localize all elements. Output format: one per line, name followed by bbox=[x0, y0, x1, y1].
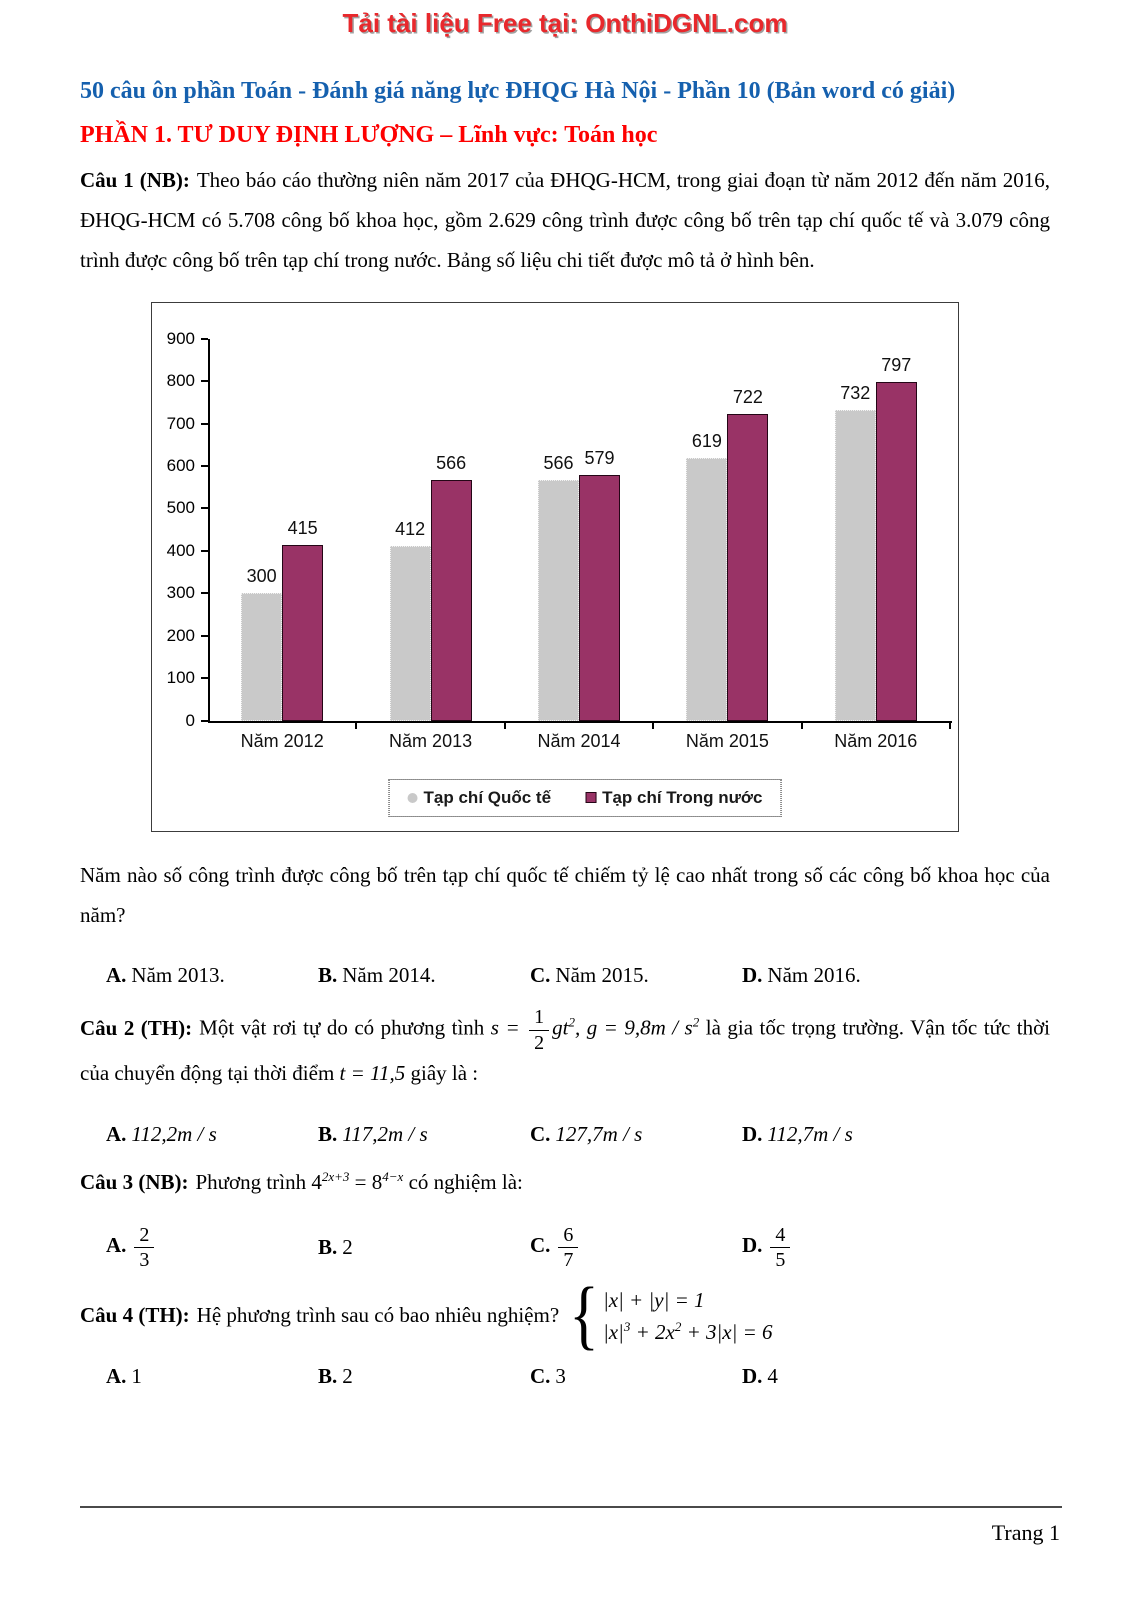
legend-item-international bbox=[408, 788, 552, 808]
question-3-tail: có nghiệm là: bbox=[408, 1169, 523, 1194]
section-heading: PHẦN 1. TƯ DUY ĐỊNH LƯỢNG – Lĩnh vực: Toán học bbox=[80, 121, 658, 148]
option-text: 127,7m / s bbox=[555, 1122, 643, 1146]
bar-value-label: 415 bbox=[287, 517, 318, 538]
bar-value-label: 619 bbox=[691, 430, 722, 451]
option-text: 4 bbox=[767, 1363, 778, 1388]
option-a bbox=[106, 1357, 318, 1397]
bar-domestic-Năm-2015 bbox=[727, 414, 768, 720]
option-letter: D. bbox=[742, 1363, 763, 1388]
legend-label-international: Tạp chí Quốc tế bbox=[423, 787, 552, 807]
formula-exponent: 2 bbox=[568, 1015, 575, 1031]
option-a bbox=[106, 1224, 318, 1272]
option-text: Năm 2016. bbox=[767, 963, 861, 988]
bar-domestic-Năm-2016 bbox=[876, 382, 917, 720]
question-3-options bbox=[106, 1224, 1050, 1272]
option-text: Năm 2014. bbox=[342, 963, 436, 988]
bar-chart bbox=[151, 302, 959, 832]
option-d bbox=[742, 1115, 853, 1155]
option-text: 2 bbox=[342, 1234, 353, 1259]
y-axis-tick-label: 200 bbox=[166, 625, 195, 645]
legend-marker-square bbox=[585, 792, 596, 803]
option-text: 2 bbox=[342, 1363, 353, 1388]
page-number: Trang 1 bbox=[991, 1520, 1060, 1545]
bar-value-label: 722 bbox=[732, 387, 763, 408]
option-text: 117,2m / s bbox=[342, 1122, 428, 1146]
bar-value-label: 412 bbox=[395, 518, 426, 539]
bar-value-label: 566 bbox=[543, 453, 574, 474]
question-1-text: Theo báo cáo thường niên năm 2017 của ĐHQG-HCM, trong giai đoạn từ năm 2012 đến năm 2016, ĐHQG-HCM có 5.708 công bố khoa học, gồm 2.629 công trình được công bố trên tạp chí quốc tế và 3.079 công trình được công bố trên tạp chí trong nước. Bảng số liệu chi tiết được mô tả ở hình bên. bbox=[80, 167, 1050, 272]
fraction-option: $\frac{2}{3}$ bbox=[134, 1224, 154, 1272]
y-axis-tick-mark bbox=[201, 380, 208, 382]
option-text: 112,7m / s bbox=[767, 1122, 853, 1146]
question-2-tail: là gia tốc trọng trường. Vận tốc tức thời của chuyển động tại thời điểm bbox=[80, 1016, 1051, 1086]
option-d bbox=[742, 956, 861, 996]
x-axis-tick-mark bbox=[355, 721, 357, 729]
question-4-options bbox=[106, 1357, 1050, 1397]
formula-g-value: , g = 9,8m / s bbox=[574, 1016, 693, 1041]
bar-intl-Năm-2012 bbox=[241, 593, 282, 720]
y-axis-tick-mark bbox=[201, 720, 208, 722]
y-axis-tick-mark bbox=[201, 507, 208, 509]
y-axis-tick-mark bbox=[201, 338, 208, 340]
bar-value-label: 579 bbox=[584, 447, 615, 468]
equation-system bbox=[569, 1272, 773, 1358]
y-axis-tick-mark bbox=[201, 677, 208, 679]
x-axis-tick-mark bbox=[801, 721, 803, 729]
bar-value-label: 300 bbox=[246, 566, 277, 587]
question-1-question: Năm nào số công trình được công bố trên tạp chí quốc tế chiếm tỷ lệ cao nhất trong số các công bố khoa học của năm? bbox=[80, 862, 1050, 927]
left-brace: { bbox=[569, 1272, 599, 1358]
y-axis-tick-label: 500 bbox=[166, 498, 195, 518]
y-axis-tick-mark bbox=[201, 592, 208, 594]
y-axis-tick-label: 300 bbox=[166, 583, 195, 603]
option-c bbox=[530, 1357, 742, 1397]
y-axis-tick-label: 800 bbox=[166, 371, 195, 391]
fraction-option: $\frac{4}{5}$ bbox=[770, 1224, 790, 1272]
option-letter: A. bbox=[106, 1122, 127, 1146]
x-axis-tick-mark bbox=[949, 721, 951, 729]
option-text: 112,2m / s bbox=[131, 1122, 217, 1146]
chart-legend bbox=[389, 779, 782, 817]
question-2-label: Câu 2 (TH): bbox=[80, 1016, 193, 1041]
question-2-stem bbox=[80, 1006, 1050, 1094]
y-axis-tick-mark bbox=[201, 635, 208, 637]
option-letter: A. bbox=[106, 1363, 127, 1388]
bar-intl-Năm-2013 bbox=[390, 546, 431, 721]
system-equation-1: |x| + |y| = 1 bbox=[602, 1287, 705, 1312]
x-axis-category-label: Năm 2015 bbox=[685, 730, 769, 751]
y-axis-tick-label: 100 bbox=[166, 668, 195, 688]
question-3-label: Câu 3 (NB): bbox=[80, 1169, 189, 1194]
question-3-lead: Phương trình bbox=[195, 1169, 307, 1194]
bar-value-label: 732 bbox=[840, 382, 871, 403]
option-letter: B. bbox=[318, 1234, 338, 1259]
clipped-top-banner bbox=[80, 0, 1050, 6]
formula-exp-2: 4−x bbox=[382, 1168, 404, 1184]
bar-intl-Năm-2015 bbox=[686, 458, 727, 721]
formula-gt: gt bbox=[552, 1016, 569, 1041]
y-axis-tick-label: 400 bbox=[166, 540, 195, 560]
option-d bbox=[742, 1224, 793, 1272]
clipped-banner-text bbox=[80, 0, 1050, 2]
bar-domestic-Năm-2013 bbox=[431, 480, 472, 720]
x-axis-tick-mark bbox=[504, 721, 506, 729]
option-a bbox=[106, 956, 318, 996]
legend-item-domestic bbox=[585, 788, 762, 808]
option-letter: B. bbox=[318, 963, 338, 988]
y-axis-tick-mark bbox=[201, 550, 208, 552]
legend-marker-circle bbox=[408, 793, 418, 803]
option-letter: A. bbox=[106, 1233, 127, 1258]
bar-domestic-Năm-2014 bbox=[579, 475, 620, 721]
bar-value-label: 797 bbox=[881, 355, 912, 376]
option-letter: C. bbox=[530, 1233, 551, 1258]
option-letter: A. bbox=[106, 963, 127, 988]
question-3-stem bbox=[80, 1163, 1050, 1203]
footer-divider bbox=[80, 1506, 1062, 1508]
option-text: 3 bbox=[555, 1363, 566, 1388]
option-letter: D. bbox=[742, 963, 763, 988]
option-text: 1 bbox=[131, 1363, 142, 1388]
legend-label-domestic: Tạp chí Trong nước bbox=[602, 787, 763, 807]
bar-value-label: 566 bbox=[436, 453, 467, 474]
option-letter: C. bbox=[530, 1363, 551, 1388]
x-axis-category-label: Năm 2013 bbox=[389, 730, 473, 751]
option-c bbox=[530, 1224, 742, 1272]
option-b bbox=[318, 1115, 530, 1155]
formula-exponent-2: 2 bbox=[692, 1015, 700, 1031]
option-c bbox=[530, 956, 742, 996]
x-axis-tick-mark bbox=[652, 721, 654, 729]
option-letter: D. bbox=[742, 1233, 763, 1258]
formula-base-4: 4 bbox=[311, 1169, 322, 1194]
option-letter: C. bbox=[530, 1122, 551, 1146]
x-axis-category-label: Năm 2012 bbox=[240, 730, 324, 751]
document-title: 50 câu ôn phần Toán - Đánh giá năng lực ĐHQG Hà Nội - Phần 10 (Bản word có giải) bbox=[80, 78, 956, 104]
fraction-one-half: $\frac{1}{2}$ bbox=[529, 1006, 549, 1054]
option-letter: B. bbox=[318, 1363, 338, 1388]
question-4-lead: Hệ phương trình sau có bao nhiêu nghiệm? bbox=[196, 1303, 560, 1328]
question-1-options bbox=[106, 956, 1050, 996]
option-b bbox=[318, 1357, 530, 1397]
x-axis-category-label: Năm 2016 bbox=[834, 730, 918, 751]
option-text: Năm 2015. bbox=[555, 963, 649, 988]
y-axis-tick-label: 600 bbox=[166, 455, 195, 475]
bar-intl-Năm-2014 bbox=[538, 480, 579, 720]
formula-exp-1: 2x+3 bbox=[321, 1168, 350, 1184]
header-banner: Tải tài liệu Free tại: OnthiDGNL.com bbox=[342, 8, 788, 38]
question-2-lead: Một vật rơi tự do có phương tình bbox=[199, 1016, 485, 1041]
question-2-tail2: giây là : bbox=[410, 1061, 479, 1086]
bar-intl-Năm-2016 bbox=[835, 410, 876, 721]
option-text: Năm 2013. bbox=[131, 963, 225, 988]
x-axis-category-label: Năm 2014 bbox=[537, 730, 621, 751]
question-4-label: Câu 4 (TH): bbox=[80, 1303, 190, 1328]
bar-domestic-Năm-2012 bbox=[282, 545, 323, 721]
option-d bbox=[742, 1357, 778, 1397]
option-c bbox=[530, 1115, 742, 1155]
option-letter: C. bbox=[530, 963, 551, 988]
option-b bbox=[318, 1228, 530, 1268]
question-1-label: Câu 1 (NB): bbox=[80, 167, 190, 192]
option-letter: B. bbox=[318, 1122, 338, 1146]
formula-t-value: t = 11,5 bbox=[339, 1061, 406, 1086]
option-letter: D. bbox=[742, 1122, 763, 1146]
y-axis-tick-mark bbox=[201, 423, 208, 425]
y-axis-tick-label: 0 bbox=[185, 710, 195, 730]
option-a bbox=[106, 1115, 318, 1155]
question-1-stem bbox=[80, 161, 1050, 281]
formula-base-8: = 8 bbox=[354, 1169, 383, 1194]
question-2-options bbox=[106, 1115, 1050, 1155]
system-equation-2: $|x|^3 + 2x^2 + 3|x| = 6$ bbox=[602, 1319, 773, 1345]
option-b bbox=[318, 956, 530, 996]
y-axis-tick-label: 900 bbox=[166, 328, 195, 348]
fraction-option: $\frac{6}{7}$ bbox=[558, 1224, 578, 1272]
y-axis-tick-mark bbox=[201, 465, 208, 467]
question-4-stem bbox=[80, 1272, 1050, 1358]
y-axis-tick-label: 700 bbox=[166, 413, 195, 433]
formula-s-equals: s = bbox=[490, 1016, 520, 1041]
